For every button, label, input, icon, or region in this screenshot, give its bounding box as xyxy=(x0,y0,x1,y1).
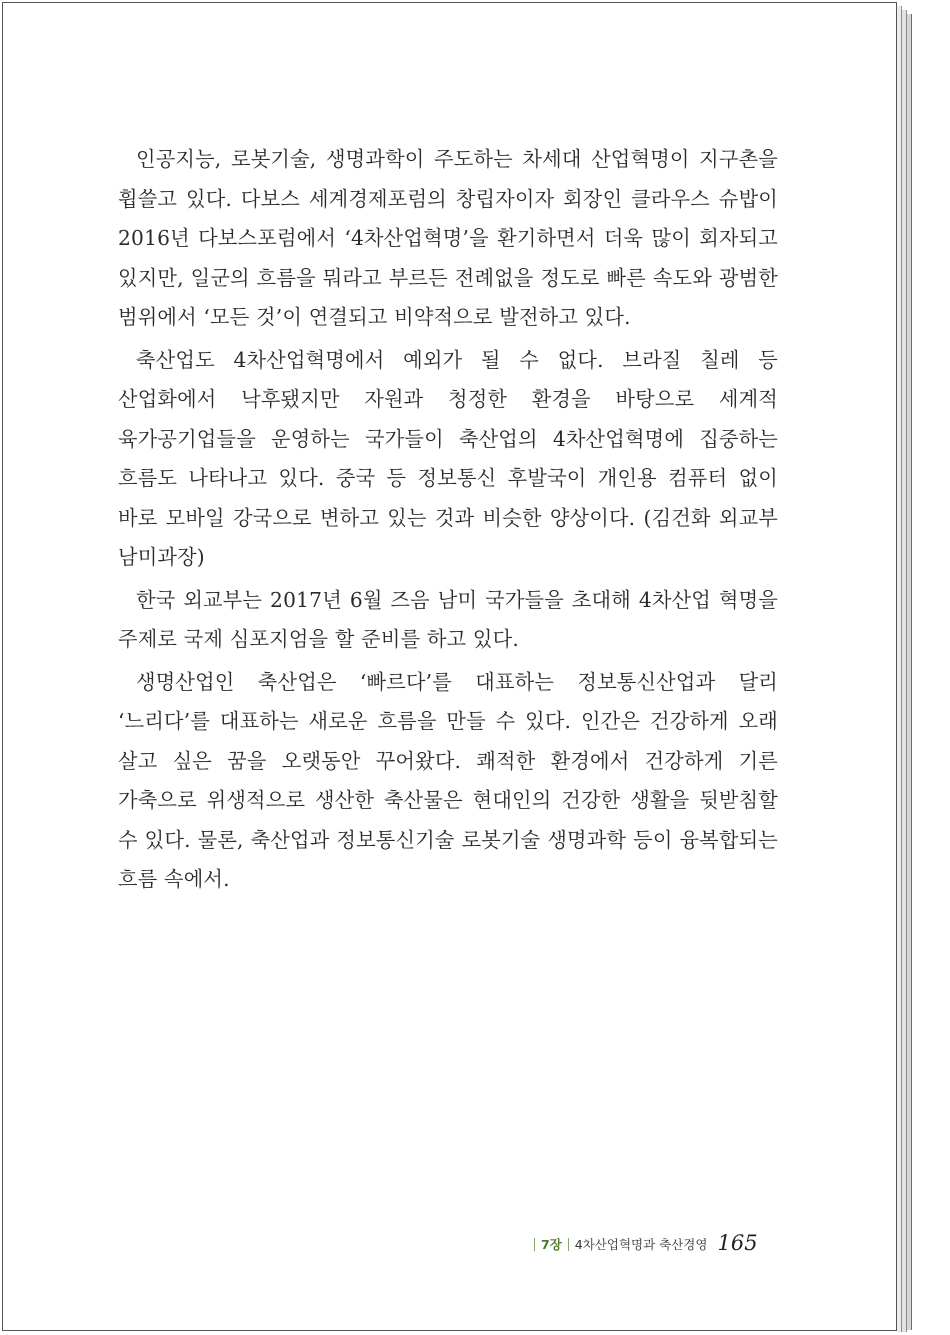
paragraph-1: 인공지능, 로봇기술, 생명과학이 주도하는 차세대 산업혁명이 지구촌을 휩쓸고 있다. 다보스 세계경제포럼의 창립자이자 회장인 클라우스 슈밥이 2016년 다보스포럼에서 ‘4차산업혁명’을 환기하면서 더욱 많이 회자되고 있지만, 일군의 흐름을 뭐라고 부르든 전례없을 정도로 빠른 속도와 광범한 범위에서 ‘모든 것’이 연결되고 비약적으로 발전하고 있다. xyxy=(118,147,778,329)
chapter-label: 7장 xyxy=(541,1237,562,1252)
paragraph-4: 생명산업인 축산업은 ‘빠르다’를 대표하는 정보통신산업과 달리 ‘느리다’를 대표하는 새로운 흐름을 만들 수 있다. 인간은 건강하게 오래 살고 싶은 꿈을 오랫동안 꾸어왔다. 쾌적한 환경에서 건강하게 기른 가축으로 위생적으로 생산한 축산물은 현대인의 건강한 생활을 뒷받침할 수 있다. 물론, 축산업과 정보통신기술 로봇기술 생명과학 등이 융복합되는 흐름 속에서. xyxy=(118,669,778,891)
page-number: 165 xyxy=(717,1231,758,1255)
chapter-title: 4차산업혁명과 축산경영 xyxy=(574,1237,708,1252)
footer-divider xyxy=(534,1238,535,1251)
page-edge xyxy=(907,14,912,1330)
page-edge xyxy=(897,6,902,1332)
body-text xyxy=(118,140,778,903)
page-edge xyxy=(902,10,907,1332)
paragraph-3: 한국 외교부는 2017년 6월 즈음 남미 국가들을 초대해 4차산업 혁명을 주제로 국제 심포지엄을 할 준비를 하고 있다. xyxy=(118,587,778,651)
footer-divider xyxy=(568,1238,569,1251)
paragraph-2: 축산업도 4차산업혁명에서 예외가 될 수 없다. 브라질 칠레 등 산업화에서 낙후됐지만 자원과 청정한 환경을 바탕으로 세계적 육가공기업들을 운영하는 국가들이 축산업의 4차산업혁명에 집중하는 흐름도 나타나고 있다. 중국 등 정보통신 후발국이 개인용 컴퓨터 없이 바로 모바일 강국으로 변하고 있는 것과 비슷한 양상이다. (김건화 외교부 남미과장) xyxy=(118,347,778,569)
page-footer xyxy=(528,1232,758,1256)
